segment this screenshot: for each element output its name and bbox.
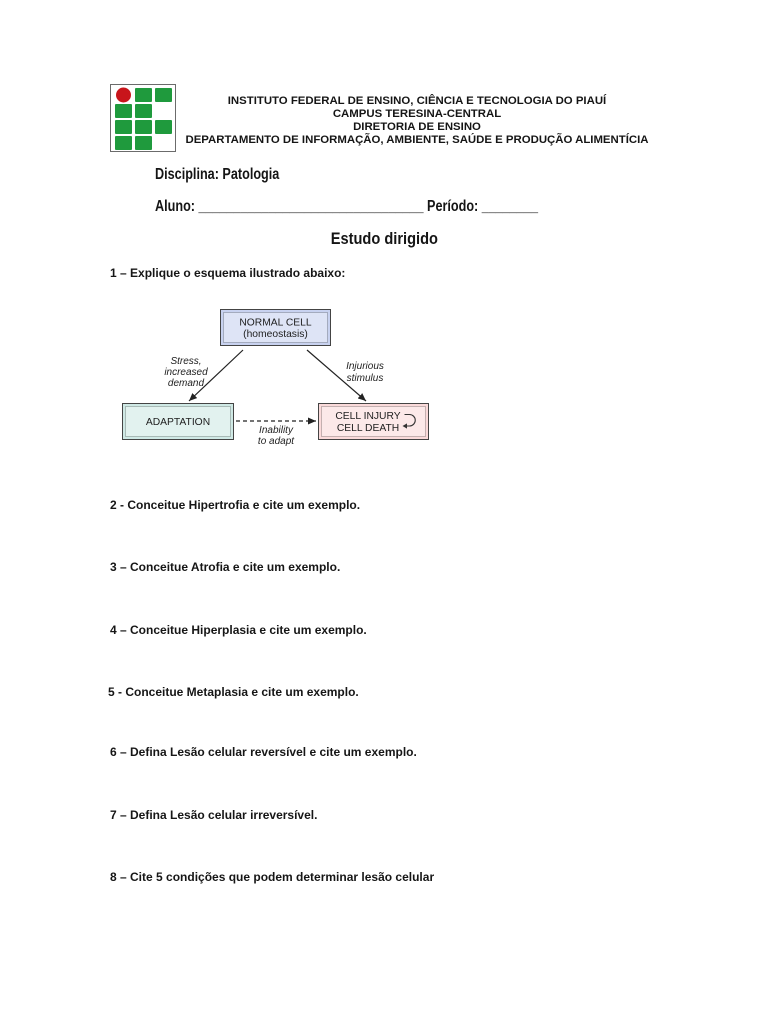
period-label: Período:	[427, 198, 479, 215]
adaptation-box	[123, 404, 234, 440]
question-7: 7 – Defina Lesão celular irreversível.	[110, 808, 318, 822]
question-6: 6 – Defina Lesão celular reversível e cite um exemplo.	[110, 745, 417, 759]
header-line-directorate: DIRETORIA DE ENSINO	[353, 121, 481, 133]
question-3: 3 – Conceitue Atrofia e cite um exemplo.	[110, 560, 341, 574]
student-label: Aluno:	[155, 198, 196, 215]
injurious-label-line-1: Injurious	[346, 361, 384, 372]
period-blank: ________	[481, 198, 539, 215]
question-4: 4 – Conceitue Hiperplasia e cite um exemplo.	[110, 623, 367, 637]
stress-label-line-3: demand	[167, 378, 205, 389]
cell-injury-box	[319, 404, 429, 440]
question-2: 2 - Conceitue Hipertrofia e cite um exemplo.	[110, 498, 361, 512]
worksheet-title: Estudo dirigido	[330, 229, 438, 248]
normal-cell-label: NORMAL CELL	[239, 317, 312, 329]
institution-header	[117, 95, 717, 147]
header-line-institute: INSTITUTO FEDERAL DE ENSINO, CIÊNCIA E TECNOLOGIA DO PIAUÍ	[227, 95, 607, 107]
question-8: 8 – Cite 5 condições que podem determinar lesão celular	[110, 870, 435, 884]
student-line	[155, 198, 538, 216]
cell-death-label: CELL DEATH	[336, 423, 400, 435]
inability-label-line-2: to adapt	[257, 436, 295, 447]
discipline-line	[155, 166, 279, 184]
header-line-department: DEPARTAMENTO DE INFORMAÇÃO, AMBIENTE, SAÚDE E PRODUÇÃO ALIMENTÍCIA	[185, 134, 649, 146]
cell-injury-label: CELL INJURY	[335, 411, 401, 423]
homeostasis-label: (homeostasis)	[243, 329, 308, 340]
discipline-value: Patologia	[222, 166, 280, 183]
question-5: 5 - Conceitue Metaplasia e cite um exemplo.	[108, 685, 359, 699]
student-name-blank: ________________________________	[198, 198, 424, 215]
cell-response-diagram	[110, 300, 440, 450]
adaptation-label: ADAPTATION	[145, 417, 211, 429]
question-1: 1 – Explique o esquema ilustrado abaixo:	[110, 266, 346, 280]
worksheet-title-row	[0, 229, 768, 249]
stress-label-line-2: increased	[164, 367, 208, 378]
stress-label-line-1: Stress,	[170, 356, 202, 367]
inability-label-line-1: Inability	[259, 425, 293, 436]
injurious-label-line-2: stimulus	[346, 373, 384, 384]
discipline-label: Disciplina:	[155, 166, 219, 183]
header-line-campus: CAMPUS TERESINA-CENTRAL	[332, 108, 502, 120]
normal-cell-box	[221, 310, 331, 346]
